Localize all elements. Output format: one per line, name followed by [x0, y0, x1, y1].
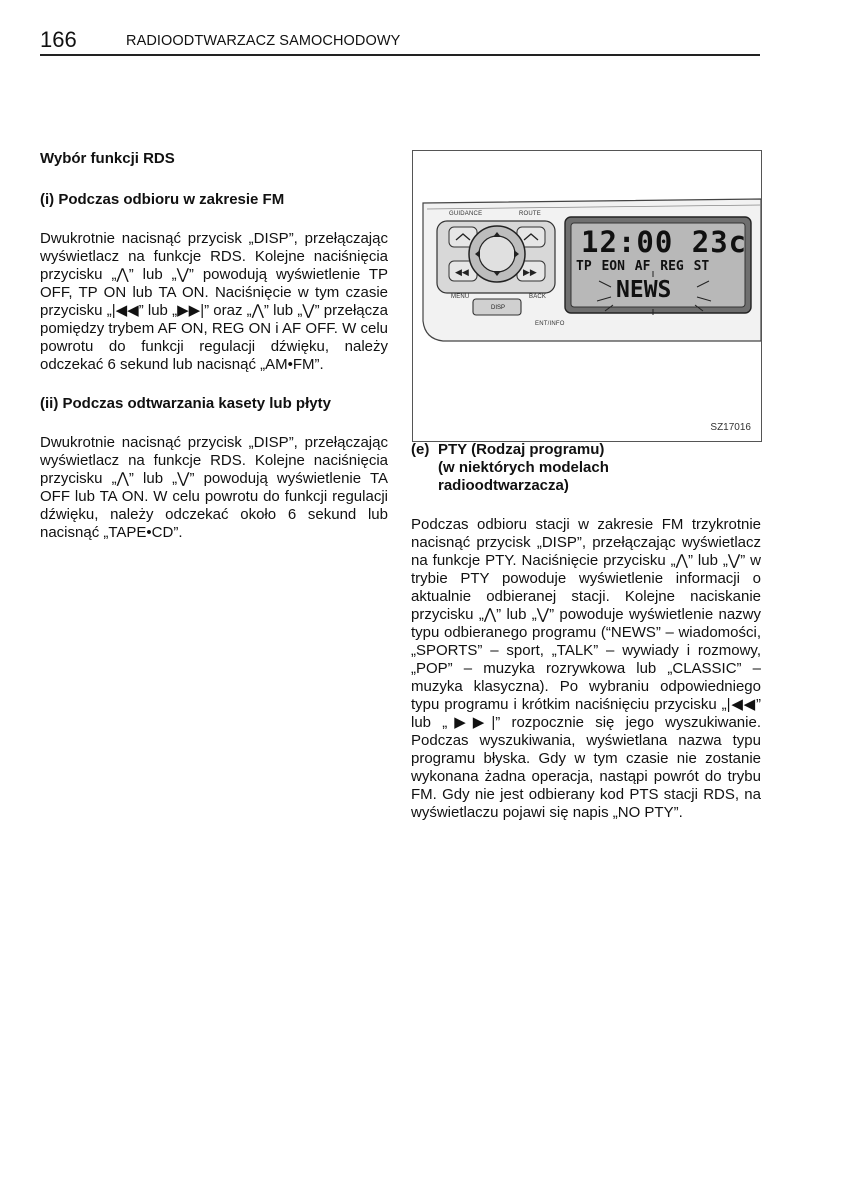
pty-item-label: (e) — [411, 441, 430, 458]
lcd-status-flags: TP EON AF REG ST — [576, 259, 710, 274]
chapter-title: RADIOODTWARZACZ SAMOCHODOWY — [126, 33, 401, 49]
pty-heading — [411, 441, 761, 495]
guidance-label: GUIDANCE — [449, 211, 483, 217]
pty-title: PTY (Rodzaj programu) — [438, 441, 605, 458]
page-header — [40, 28, 760, 56]
lcd-time-temperature: 12:00 23c — [581, 225, 748, 259]
pty-title-line3: radioodtwarzacza) — [438, 477, 569, 494]
pty-title-line2: (w niektórych modelach — [438, 459, 609, 476]
route-label: ROUTE — [519, 211, 541, 217]
paragraph-fm: Dwukrotnie nacisnąć przycisk „DISP”, przełączając wyświetlacz na funkcje RDS. Kolejne naciśnięcia przycisku „⋀” lub „⋁” powodują wyświetlenie TP OFF, TP ON lub TA ON. Naciśnięcie w tym czasie przycisku „|◀◀” lub „▶▶|” oraz „⋀” lub „⋁” przełącza pomiędzy trybem AF ON, REG ON i AF OFF. W celu powrotu do funkcji regulacji dźwięku, należy odczekać 6 sekund lub nacisnąć „AM•FM”. — [40, 230, 388, 373]
paragraph-pty: Podczas odbioru stacji w zakresie FM trzykrotnie nacisnąć przycisk „DISP”, przełączając wyświetlacz na funkcje PTY. Naciśnięcie przycisku „⋀” lub „⋁” w trybie PTY powoduje wyświetlenie informacji o aktualnie odbieranej stacji. Kolejne naciskanie przycisku „⋀” lub „⋁” powoduje wyświetlenie nazwy typu odbieranego programu (“NEWS” – wiadomości, „SPORTS” – sport, „TALK” – wywiady i rozmowy, „POP” – muzyka rozrywkowa lub „CLASSIC” – muzyka klasyczna). Po wybraniu odpowiedniego typu programu i krótkim naciśnięciu przycisku „|◀◀” lub „▶▶|” rozpocznie się jego wyszukiwanie. Podczas wyszukiwania, wyświetlana nazwa typu programu błyska. Gdy w tym czasie nie zostanie wykonana żadna operacja, nastąpi powrót do trybu FM. Gdy nie jest odbierany kod PTS stacji RDS, na wyświetlaczu pojawi się napis „NO PTY”. — [411, 516, 761, 821]
disp-button-label: DISP — [491, 305, 506, 311]
radio-display-figure — [412, 150, 762, 442]
svg-text:◀◀: ◀◀ — [455, 268, 469, 278]
back-label: BACK — [529, 294, 547, 300]
subheading-tape-cd: (ii) Podczas odtwarzania kasety lub płyty — [40, 395, 331, 412]
page-number: 166 — [40, 27, 77, 52]
section-heading: Wybór funkcji RDS — [40, 150, 175, 167]
menu-label: MENU — [451, 294, 470, 300]
info-label: ENT/INFO — [535, 321, 565, 327]
lcd-pty-news: NEWS — [616, 277, 672, 303]
left-column — [40, 150, 388, 542]
svg-text:▶▶: ▶▶ — [523, 268, 537, 278]
paragraph-tape-cd: Dwukrotnie nacisnąć przycisk „DISP”, przełączając wyświetlacz na funkcje RDS. Kolejne naciśnięcia przycisku „⋀” lub „⋁” powodują wyświetlenie TA OFF lub TA ON. W celu powrotu do funkcji regulacji dźwięku, należy odczekać około 6 sekund lub nacisnąć „TAPE•CD”. — [40, 434, 388, 541]
right-column — [411, 441, 761, 822]
subheading-fm: (i) Podczas odbioru w zakresie FM — [40, 191, 285, 208]
figure-code: SZ17016 — [710, 422, 751, 433]
